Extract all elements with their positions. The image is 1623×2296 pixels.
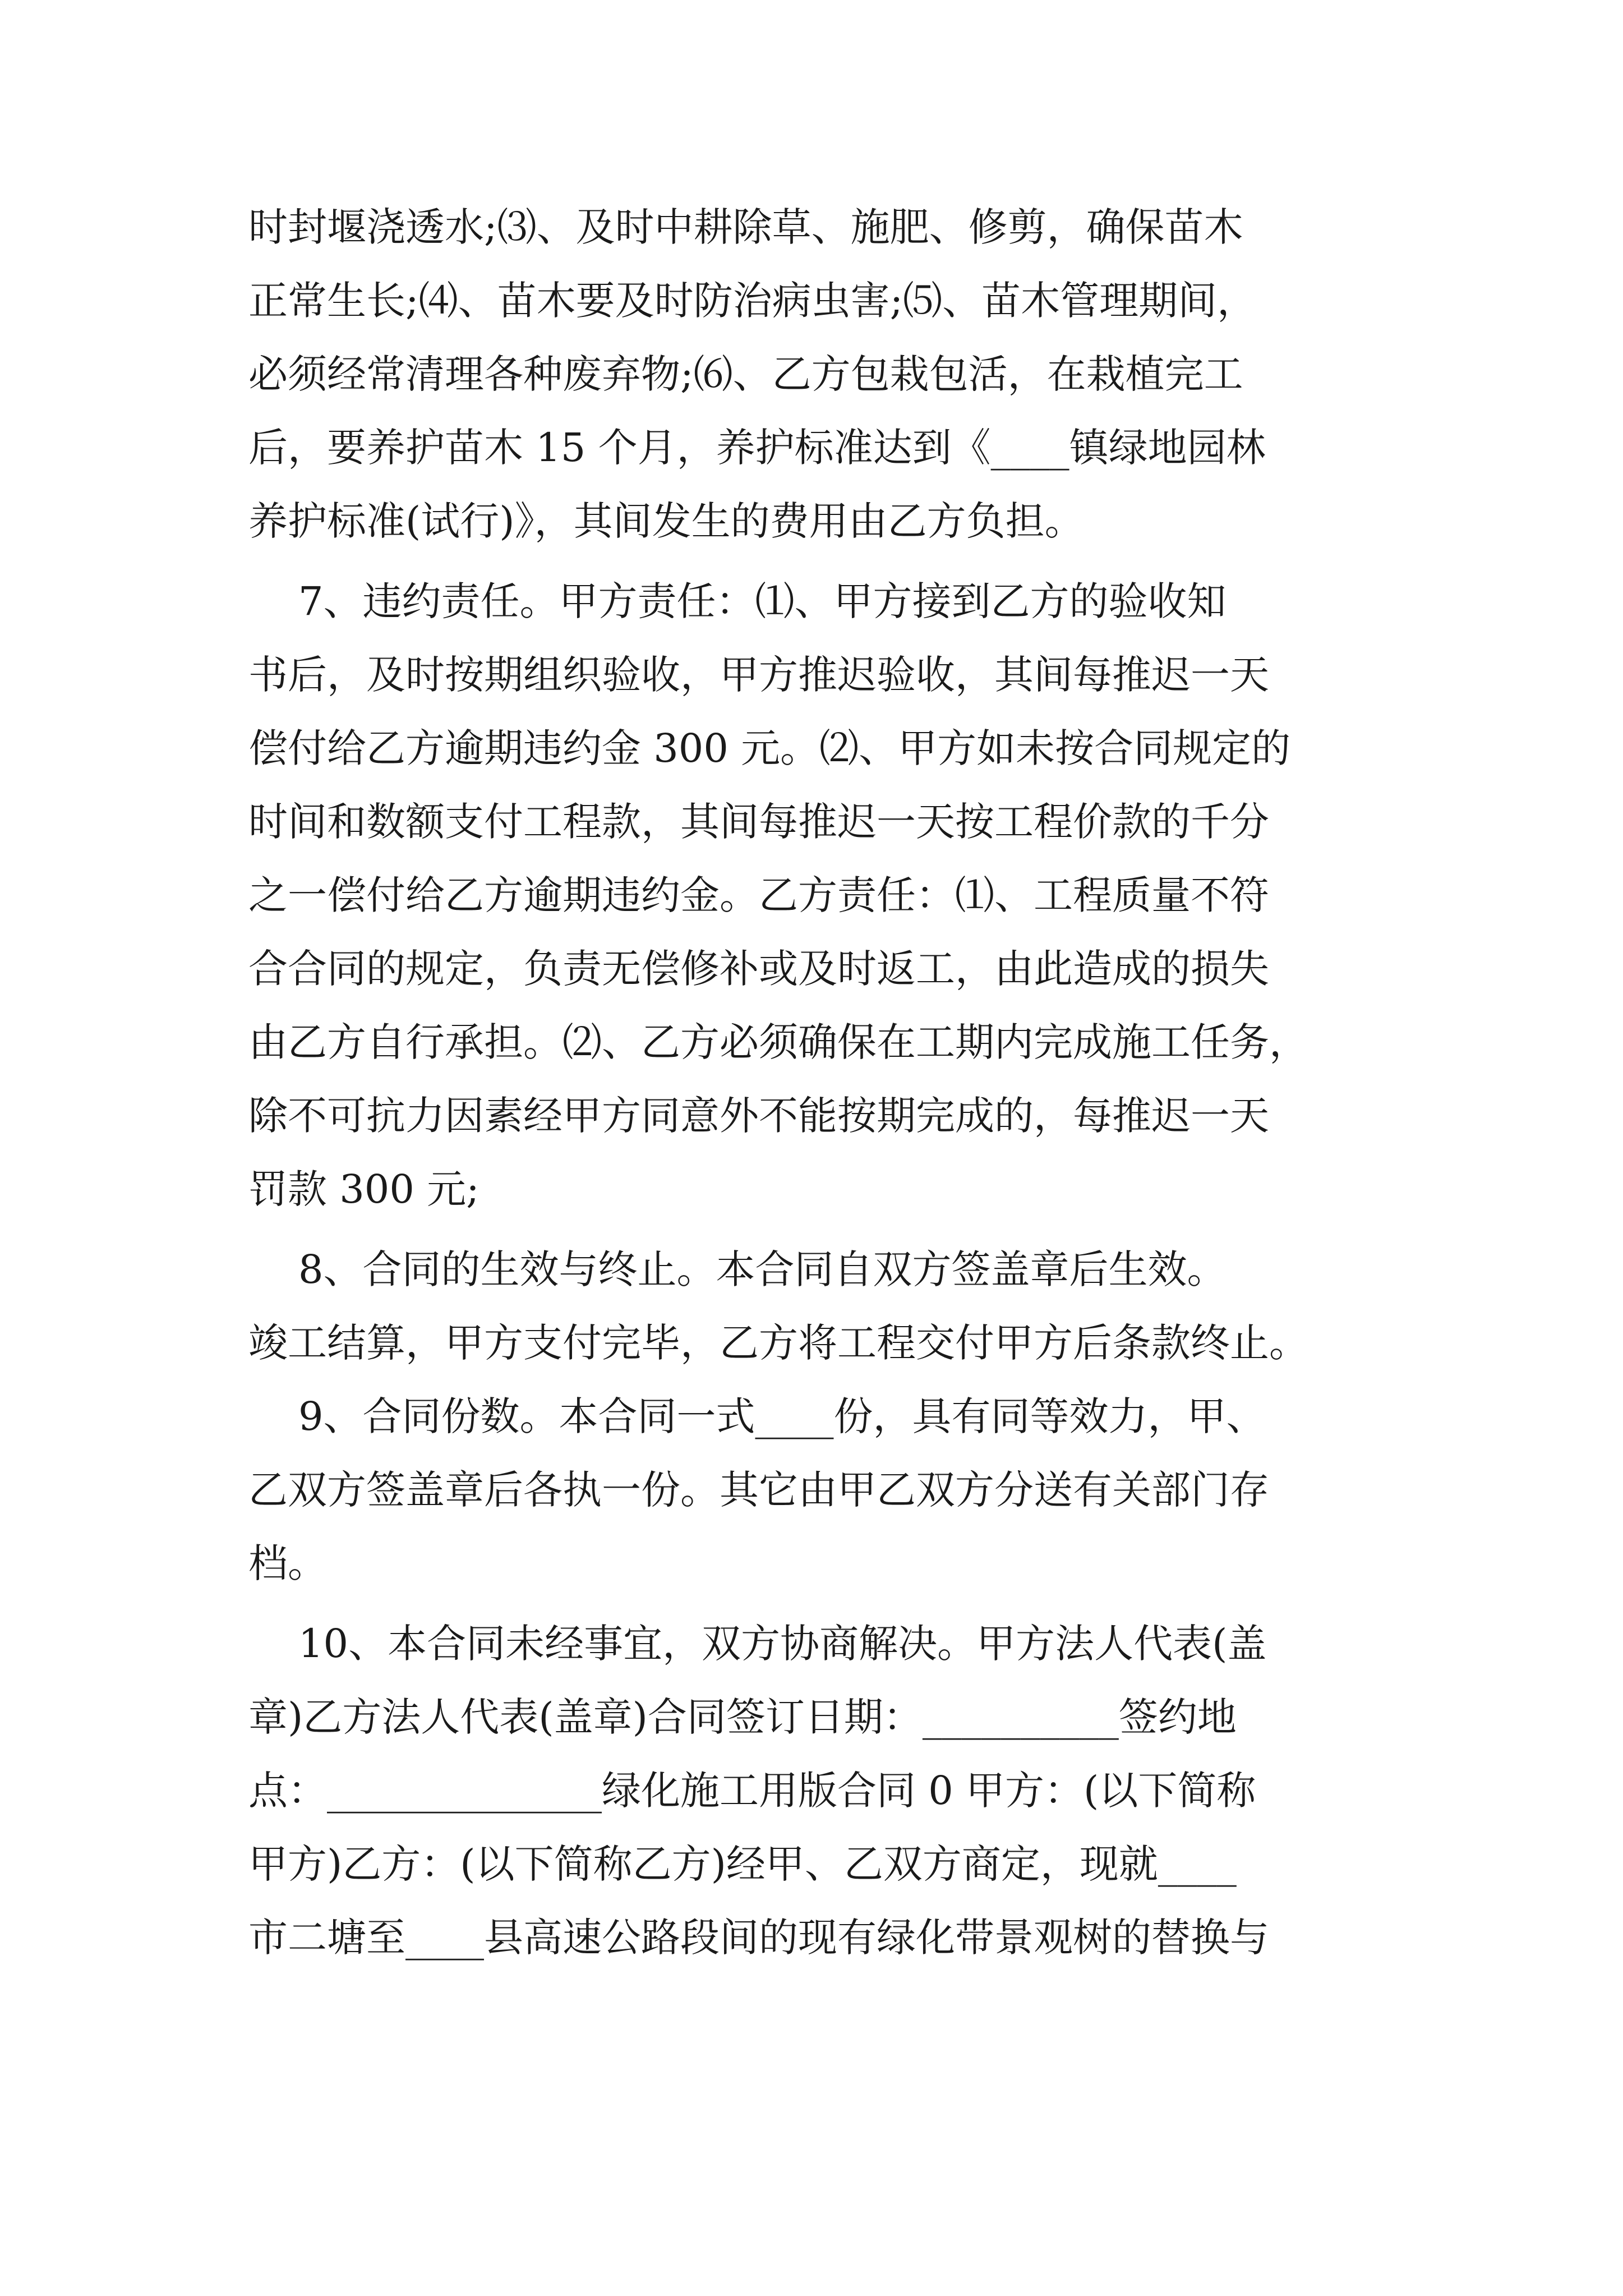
paragraph-10-line: 10、本合同未经事宜，双方协商解决。甲方法人代表(盖: [248, 1621, 1267, 1667]
text-line: 罚款 300 元;: [248, 1166, 479, 1212]
text-line: 由乙方自行承担。⑵、乙方必须确保在工期内完成施工任务，: [248, 1019, 1308, 1065]
text-line: 时封堰浇透水;⑶、及时中耕除草、施肥、修剪，确保苗木: [248, 204, 1243, 250]
text-line: 时间和数额支付工程款，其间每推迟一天按工程价款的千分: [248, 799, 1269, 845]
text-line: 后，要养护苗木 15 个月，养护标准达到《____镇绿地园林: [248, 425, 1266, 471]
paragraph-8-line: 8、合同的生效与终止。本合同自双方签盖章后生效。: [248, 1246, 1227, 1292]
text-line: 书后，及时按期组织验收，甲方推迟验收，其间每推迟一天: [248, 652, 1269, 698]
text-line: 档。: [248, 1540, 327, 1586]
text-line: 章)乙方法人代表(盖章)合同签订日期：__________签约地: [248, 1694, 1237, 1740]
text-line: 乙双方签盖章后各执一份。其它由甲乙双方分送有关部门存: [248, 1467, 1269, 1513]
text-line: 之一偿付给乙方逾期违约金。乙方责任：⑴、工程质量不符: [248, 872, 1269, 918]
text-line: 合合同的规定，负责无偿修补或及时返工，由此造成的损失: [248, 946, 1269, 992]
paragraph-9-line: 9、合同份数。本合同一式____份，具有同等效力，甲、: [248, 1393, 1266, 1439]
text-line: 甲方)乙方：(以下简称乙方)经甲、乙双方商定，现就____: [248, 1841, 1237, 1887]
text-line: 偿付给乙方逾期违约金 300 元。⑵、甲方如未按合同规定的: [248, 725, 1291, 771]
text-line: 市二塘至____县高速公路段间的现有绿化带景观树的替换与: [248, 1915, 1269, 1961]
text-line: 正常生长;⑷、苗木要及时防治病虫害;⑸、苗木管理期间，: [248, 278, 1257, 324]
text-line: 除不可抗力因素经甲方同意外不能按期完成的，每推迟一天: [248, 1093, 1269, 1139]
text-line: 必须经常清理各种废弃物;⑹、乙方包栽包活，在栽植完工: [248, 351, 1243, 397]
contract-text: [248, 191, 1381, 1975]
text-line: 点：______________绿化施工用版合同 0 甲方：(以下简称: [248, 1768, 1256, 1814]
text-line: 养护标准(试行)》，其间发生的费用由乙方负担。: [248, 498, 1084, 544]
text-line: 竣工结算，甲方支付完毕，乙方将工程交付甲方后条款终止。: [248, 1320, 1308, 1366]
paragraph-7-line: 7、违约责任。甲方责任：⑴、甲方接到乙方的验收知: [248, 578, 1227, 624]
